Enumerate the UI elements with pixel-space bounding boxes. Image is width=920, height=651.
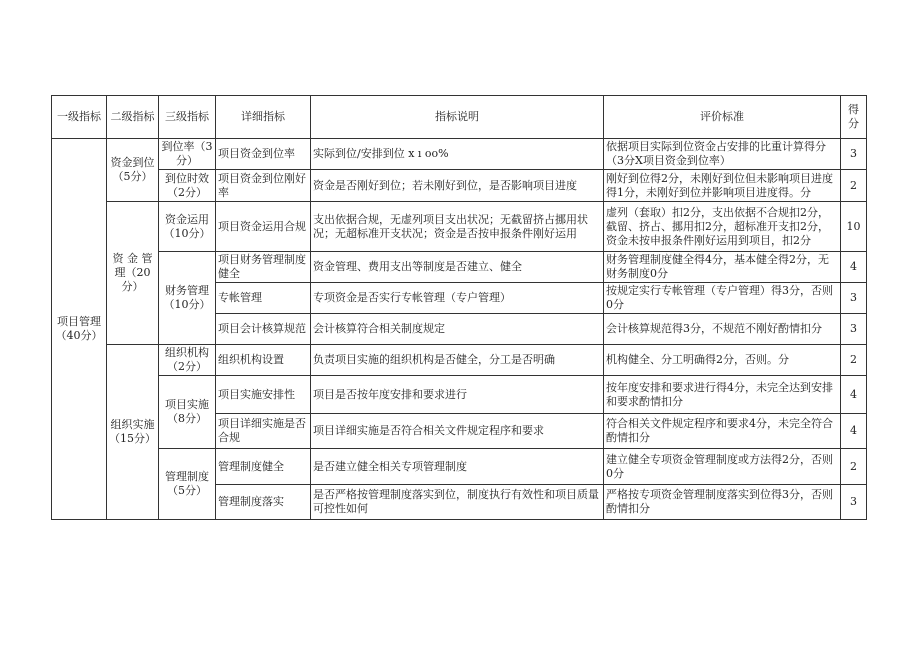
header-cell: 评价标准 — [604, 96, 841, 139]
detail-cell: 专帐管理 — [216, 283, 311, 314]
evaluation-table — [51, 95, 867, 520]
table-row — [52, 252, 867, 283]
level1-cell: 项目管理（40分） — [52, 139, 107, 520]
desc-cell: 资金管理、费用支出等制度是否建立、健全 — [311, 252, 604, 283]
level2-cell: 组织实施（15分） — [107, 345, 159, 520]
standard-cell: 机构健全、分工明确得2分，否则。分 — [604, 345, 841, 376]
score-cell: 10 — [841, 202, 867, 252]
table-row — [52, 139, 867, 170]
header-cell: 二级指标 — [107, 96, 159, 139]
desc-cell: 是否严格按管理制度落实到位，制度执行有效性和项目质量可控性如何 — [311, 485, 604, 520]
detail-cell: 项目资金运用合规 — [216, 202, 311, 252]
detail-cell: 项目资金到位率 — [216, 139, 311, 170]
score-cell: 3 — [841, 314, 867, 345]
score-cell: 2 — [841, 449, 867, 485]
table-row — [52, 449, 867, 485]
desc-cell: 支出依据合规，无虚列项目支出状况；无截留挤占挪用状况；无超标准开支状况；资金是否按申报条件刚好运用 — [311, 202, 604, 252]
standard-cell: 虚列（套取）扣2分，支出依据不合规扣2分，截留、挤占、挪用扣2分，超标准开支扣2分，资金未按申报条件刚好运用到项目，扣2分 — [604, 202, 841, 252]
standard-cell: 财务管理制度健全得4分，基本健全得2分，无财务制度0分 — [604, 252, 841, 283]
standard-cell: 符合相关文件规定程序和要求4分，未完全符合酌情扣分 — [604, 414, 841, 449]
detail-cell: 项目详细实施是否合规 — [216, 414, 311, 449]
score-cell: 3 — [841, 485, 867, 520]
detail-cell: 项目实施安排性 — [216, 376, 311, 414]
detail-cell: 项目会计核算规范 — [216, 314, 311, 345]
score-cell: 3 — [841, 139, 867, 170]
level2-cell: 资 金 管 理（20分） — [107, 202, 159, 345]
table-row — [52, 376, 867, 414]
desc-cell: 项目是否按年度安排和要求进行 — [311, 376, 604, 414]
standard-cell: 建立健全专项资金管理制度或方法得2分，否则0分 — [604, 449, 841, 485]
score-cell: 4 — [841, 414, 867, 449]
desc-cell: 负责项目实施的组织机构是否健全，分工是否明确 — [311, 345, 604, 376]
desc-cell: 会计核算符合相关制度规定 — [311, 314, 604, 345]
table-row — [52, 202, 867, 252]
table-row — [52, 170, 867, 202]
level3-cell: 管理制度（5分） — [159, 449, 216, 520]
level3-cell: 组织机构（2分） — [159, 345, 216, 376]
level3-cell: 财务管理（10分） — [159, 252, 216, 345]
standard-cell: 刚好到位得2分，未刚好到位但未影响项目进度得1分，未刚好到位并影响项目进度得。分 — [604, 170, 841, 202]
header-cell: 指标说明 — [311, 96, 604, 139]
detail-cell: 项目财务管理制度健全 — [216, 252, 311, 283]
detail-cell: 组织机构设置 — [216, 345, 311, 376]
header-cell: 一级指标 — [52, 96, 107, 139]
level3-cell: 到位率（3分） — [159, 139, 216, 170]
standard-cell: 按规定实行专帐管理（专户管理）得3分，否则0分 — [604, 283, 841, 314]
standard-cell: 按年度安排和要求进行得4分，未完全达到安排和要求酌情扣分 — [604, 376, 841, 414]
desc-cell: 专项资金是否实行专帐管理（专户管理） — [311, 283, 604, 314]
desc-cell: 项目详细实施是否符合相关文件规定程序和要求 — [311, 414, 604, 449]
score-cell: 2 — [841, 170, 867, 202]
standard-cell: 会计核算规范得3分，不规范不刚好酌情扣分 — [604, 314, 841, 345]
desc-cell: 资金是否刚好到位；若未刚好到位，是否影响项目进度 — [311, 170, 604, 202]
header-row — [52, 96, 867, 139]
score-cell: 3 — [841, 283, 867, 314]
score-cell: 4 — [841, 252, 867, 283]
level3-cell: 项目实施（8分） — [159, 376, 216, 449]
header-cell: 得分 — [841, 96, 867, 139]
level3-cell: 资金运用（10分） — [159, 202, 216, 252]
header-cell: 详细指标 — [216, 96, 311, 139]
score-cell: 4 — [841, 376, 867, 414]
score-cell: 2 — [841, 345, 867, 376]
standard-cell: 严格按专项资金管理制度落实到位得3分，否则酌情扣分 — [604, 485, 841, 520]
table-row — [52, 345, 867, 376]
detail-cell: 管理制度健全 — [216, 449, 311, 485]
level2-cell: 资金到位（5分） — [107, 139, 159, 202]
standard-cell: 依据项目实际到位资金占安排的比重计算得分（3分X项目资金到位率） — [604, 139, 841, 170]
detail-cell: 管理制度落实 — [216, 485, 311, 520]
desc-cell: 实际到位/安排到位 x ı oo% — [311, 139, 604, 170]
level3-cell: 到位时效（2分） — [159, 170, 216, 202]
detail-cell: 项目资金到位刚好率 — [216, 170, 311, 202]
desc-cell: 是否建立健全相关专项管理制度 — [311, 449, 604, 485]
header-cell: 三级指标 — [159, 96, 216, 139]
